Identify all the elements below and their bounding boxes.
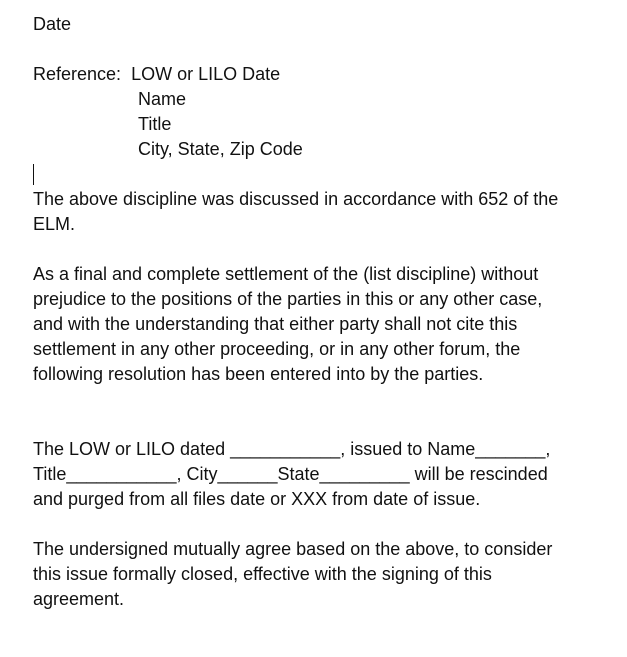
paragraph-1-line-1: The above discipline was discussed in accordance with 652 of the (33, 189, 559, 209)
paragraph-4-line-3: agreement. (33, 589, 125, 609)
reference-label: Reference: (33, 64, 132, 84)
paragraph-2-line-5: following resolution has been entered into by the parties. (33, 364, 484, 384)
blank-lines (33, 387, 603, 437)
paragraph-2-line-4: settlement in any other proceeding, or in any other forum, the (33, 339, 521, 359)
paragraph-2-line-3: and with the understanding that either party shall not cite this (33, 314, 518, 334)
paragraph-4-line-2: this issue formally closed, effective with the signing of this (33, 564, 492, 584)
paragraph-2-line-2: prejudice to the positions of the parties in this or any other case, (33, 289, 543, 309)
addressee-title: Title (138, 114, 172, 134)
addressee-city-state-zip: City, State, Zip Code (138, 139, 303, 159)
blank-line (33, 37, 603, 62)
paragraph-3-line-3: and purged from all files date or XXX from date of issue. (33, 489, 481, 509)
reference-line (33, 62, 603, 87)
blank-line (33, 512, 603, 537)
document-body[interactable] (33, 12, 603, 612)
cursor-line[interactable] (33, 162, 603, 187)
addressee-name: Name (138, 89, 187, 109)
paragraph-4-line-1: The undersigned mutually agree based on the above, to consider (33, 539, 553, 559)
paragraph-3-line-1: The LOW or LILO dated ___________, issued to Name_______, (33, 439, 551, 459)
paragraph-1-line-2: ELM. (33, 214, 76, 234)
date-line: Date (33, 14, 72, 34)
reference-value: LOW or LILO Date (131, 64, 281, 84)
blank-line (33, 237, 603, 262)
paragraph-2-line-1: As a final and complete settlement of the (list discipline) without (33, 264, 539, 284)
paragraph-3-line-2: Title___________, City______State_________ will be rescinded (33, 464, 548, 484)
text-cursor (33, 164, 34, 185)
